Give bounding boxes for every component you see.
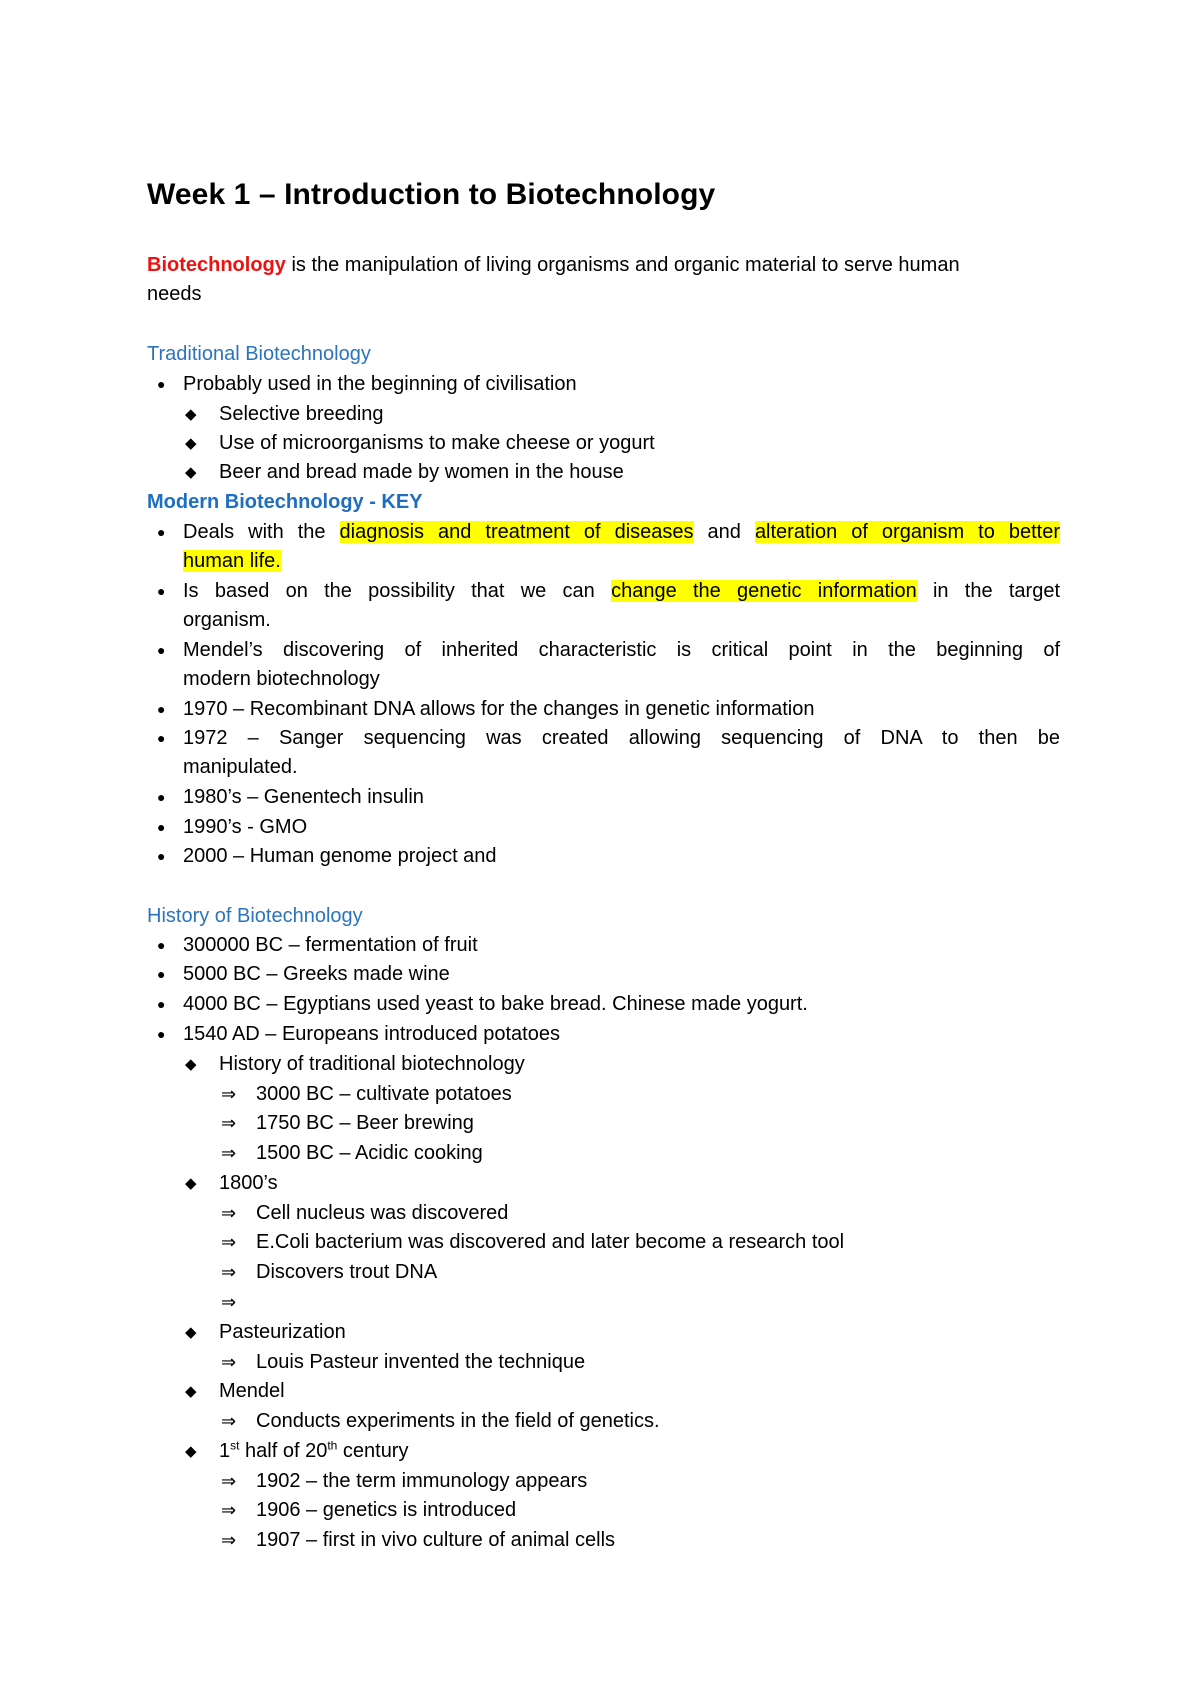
arrow-right-icon: ⇒ [221, 1411, 237, 1431]
arrow-right-icon: ⇒ [221, 1113, 237, 1133]
definition-line-1 [147, 251, 960, 280]
history-20th-3: 1907 – first in vivo culture of animal cells [256, 1529, 616, 1551]
bullet-icon: ● [157, 848, 166, 864]
modern-bullet-1-text: Deals with the [183, 521, 340, 543]
history-1800s-3: Discovers trout DNA [256, 1261, 438, 1283]
superscript-st: st [230, 1438, 240, 1453]
history-sub-mendel: Mendel [219, 1380, 285, 1402]
modern-heading: Modern Biotechnology - KEY [147, 491, 423, 513]
sub-20th-text: 1 [219, 1440, 231, 1462]
highlight-human-life: human life. [183, 550, 281, 572]
bullet-icon: ● [157, 642, 166, 658]
traditional-bullet-1: Probably used in the beginning of civilisation [183, 373, 577, 395]
bullet-icon: ● [157, 1026, 166, 1042]
page-title: Week 1 – Introduction to Biotechnology [147, 178, 716, 211]
history-traditional-2: 1750 BC – Beer brewing [256, 1112, 474, 1134]
arrow-right-icon: ⇒ [221, 1143, 237, 1163]
history-1800s-2: E.Coli bacterium was discovered and later become a research tool [256, 1231, 845, 1253]
bullet-icon: ● [157, 701, 166, 717]
modern-bullet-7: 1990’s - GMO [183, 816, 308, 838]
arrow-right-icon: ⇒ [221, 1084, 237, 1104]
superscript-th: th [327, 1438, 338, 1453]
diamond-icon: ◆ [185, 1175, 197, 1192]
arrow-right-icon: ⇒ [221, 1203, 237, 1223]
arrow-right-icon: ⇒ [221, 1530, 237, 1550]
history-pasteurization-1: Louis Pasteur invented the technique [256, 1351, 586, 1373]
diamond-icon: ◆ [185, 1383, 197, 1400]
arrow-right-icon: ⇒ [221, 1232, 237, 1252]
sub-20th-text: century [337, 1440, 409, 1462]
highlight-alteration: alteration of organism to better [754, 521, 1061, 543]
modern-bullet-3-line-1: Mendel’s discovering of inherited characteristic is critical point in the beginning of [183, 639, 1060, 661]
history-20th-1: 1902 – the term immunology appears [256, 1470, 588, 1492]
diamond-icon: ◆ [185, 464, 197, 481]
bullet-icon: ● [157, 789, 166, 805]
modern-bullet-4: 1970 – Recombinant DNA allows for the changes in genetic information [183, 698, 815, 720]
history-traditional-3: 1500 BC – Acidic cooking [256, 1142, 483, 1164]
definition-term: Biotechnology [147, 254, 286, 276]
history-sub-pasteurization: Pasteurization [219, 1321, 346, 1343]
modern-bullet-3-line-2: modern biotechnology [183, 668, 380, 690]
sub-20th-text: half of 20 [239, 1440, 328, 1462]
bullet-icon: ● [157, 730, 166, 746]
diamond-icon: ◆ [185, 406, 197, 423]
arrow-right-icon: ⇒ [221, 1500, 237, 1520]
history-1800s-1: Cell nucleus was discovered [256, 1202, 509, 1224]
definition-text: is the manipulation of living organisms and organic material to serve human [285, 254, 960, 276]
arrow-right-icon: ⇒ [221, 1352, 237, 1372]
bullet-icon: ● [157, 937, 166, 953]
bullet-icon: ● [157, 819, 166, 835]
history-heading: History of Biotechnology [147, 905, 363, 927]
arrow-right-icon: ⇒ [221, 1292, 237, 1312]
history-bullet-3: 4000 BC – Egyptians used yeast to bake bread. Chinese made yogurt. [183, 993, 808, 1015]
highlight-diagnosis: diagnosis and treatment of diseases [339, 521, 694, 543]
traditional-heading: Traditional Biotechnology [147, 343, 371, 365]
bullet-icon: ● [157, 996, 166, 1012]
history-bullet-2: 5000 BC – Greeks made wine [183, 963, 450, 985]
modern-bullet-5-line-1: 1972 – Sanger sequencing was created allowing sequencing of DNA to then be [183, 727, 1060, 749]
history-traditional-1: 3000 BC – cultivate potatoes [256, 1083, 512, 1105]
history-sub-20th-century [219, 1437, 408, 1466]
arrow-right-icon: ⇒ [221, 1262, 237, 1282]
modern-bullet-2-line-1 [183, 577, 1060, 606]
bullet-icon: ● [157, 524, 166, 540]
traditional-sub-2: Use of microorganisms to make cheese or yogurt [219, 432, 655, 454]
highlight-genetic-information: change the genetic information [611, 580, 917, 602]
history-sub-traditional: History of traditional biotechnology [219, 1053, 525, 1075]
modern-bullet-2-line-2: organism. [183, 609, 271, 631]
modern-bullet-2-text: in the target [916, 580, 1061, 602]
diamond-icon: ◆ [185, 435, 197, 452]
bullet-icon: ● [157, 376, 166, 392]
traditional-sub-1: Selective breeding [219, 403, 384, 425]
modern-bullet-1-line-1 [183, 518, 1060, 547]
modern-bullet-8: 2000 – Human genome project and [183, 845, 497, 867]
modern-bullet-1-line-2 [183, 547, 281, 576]
history-sub-1800s: 1800’s [219, 1172, 278, 1194]
arrow-right-icon: ⇒ [221, 1471, 237, 1491]
history-20th-2: 1906 – genetics is introduced [256, 1499, 517, 1521]
diamond-icon: ◆ [185, 1443, 197, 1460]
modern-bullet-1-text: and [693, 521, 755, 543]
bullet-icon: ● [157, 583, 166, 599]
history-mendel-1: Conducts experiments in the field of genetics. [256, 1410, 660, 1432]
modern-bullet-6: 1980’s – Genentech insulin [183, 786, 424, 808]
diamond-icon: ◆ [185, 1056, 197, 1073]
diamond-icon: ◆ [185, 1324, 197, 1341]
definition-line-2: needs [147, 283, 202, 305]
modern-bullet-5-line-2: manipulated. [183, 756, 298, 778]
bullet-icon: ● [157, 966, 166, 982]
modern-bullet-2-text: Is based on the possibility that we can [183, 580, 612, 602]
history-bullet-1: 300000 BC – fermentation of fruit [183, 934, 478, 956]
traditional-sub-3: Beer and bread made by women in the house [219, 461, 624, 483]
history-bullet-4: 1540 AD – Europeans introduced potatoes [183, 1023, 560, 1045]
